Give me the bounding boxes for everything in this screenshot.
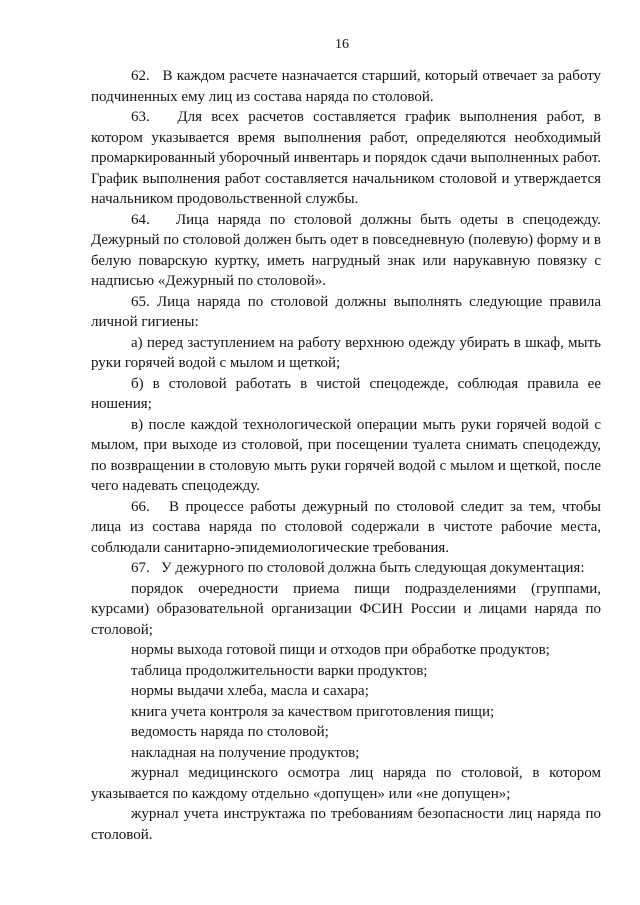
doc-item-safety-briefing-log: журнал учета инструктажа по требованиям безопасности лиц наряда по столовой. <box>91 806 601 843</box>
doc-item-quality-control-book: книга учета контроля за качеством приготовления пищи; <box>131 703 495 720</box>
paragraph-63: 63. Для всех расчетов составляется график выполнения работ, в котором указывается время выполнения работ, определяются необходимый промаркированный уборочный инвентарь и порядок сдачи выполненных работ. График выполнения работ составляется начальником столовой и утверждается начальником продовольственной службы. <box>91 109 601 207</box>
doc-item-meal-order: порядок очередности приема пищи подразделениями (группами, курсами) образовательной организации ФСИН России и лицами наряда по столовой; <box>91 580 601 638</box>
page-number: 16 <box>335 37 349 52</box>
hygiene-item-b: б) в столовой работать в чистой спецодежде, соблюдая правила ее ношения; <box>91 375 601 412</box>
hygiene-item-c: в) после каждой технологической операции мыть руки горячей водой с мылом, при выходе из столовой, при посещении туалета снимать спецодежду, по возвращении в столовую мыть руки горячей водой с мылом и щеткой, после чего надевать спецодежду. <box>91 416 601 494</box>
doc-item-duty-roster: ведомость наряда по столовой; <box>131 724 329 740</box>
paragraph-67: 67. У дежурного по столовой должна быть следующая документация: <box>131 560 585 576</box>
paragraph-66: 66. В процессе работы дежурный по столовой следит за тем, чтобы лица из состава наряда по столовой содержали в чистоте рабочие места, соблюдали санитарно-эпидемиологические требования. <box>91 498 601 556</box>
doc-item-bread-butter-sugar-norms: нормы выдачи хлеба, масла и сахара; <box>131 683 369 699</box>
doc-item-medical-log: журнал медицинского осмотра лиц наряда по столовой, в котором указывается по каждому отдельно «допущен» или «не допущен»; <box>91 765 601 802</box>
doc-item-cooking-time-table: таблица продолжительности варки продуктов; <box>131 662 428 679</box>
document-body <box>91 66 601 845</box>
hygiene-item-a: а) перед заступлением на работу верхнюю одежду убирать в шкаф, мыть руки горячей водой с мылом и щеткой; <box>91 334 601 371</box>
doc-item-output-norms: нормы выхода готовой пищи и отходов при обработке продуктов; <box>131 642 550 658</box>
doc-item-invoice: накладная на получение продуктов; <box>131 744 360 761</box>
paragraph-64: 64. Лица наряда по столовой должны быть одеты в спецодежду. Дежурный по столовой должен быть одет в повседневную (полевую) форму и в белую поварскую куртку, иметь нагрудный знак или нарукавную повязку с надписью «Дежурный по столовой». <box>91 211 601 289</box>
paragraph-65: 65. Лица наряда по столовой должны выполнять следующие правила личной гигиены: <box>91 293 601 330</box>
paragraph-62: 62. В каждом расчете назначается старший, который отвечает за работу подчиненных ему лиц из состава наряда по столовой. <box>91 68 601 105</box>
